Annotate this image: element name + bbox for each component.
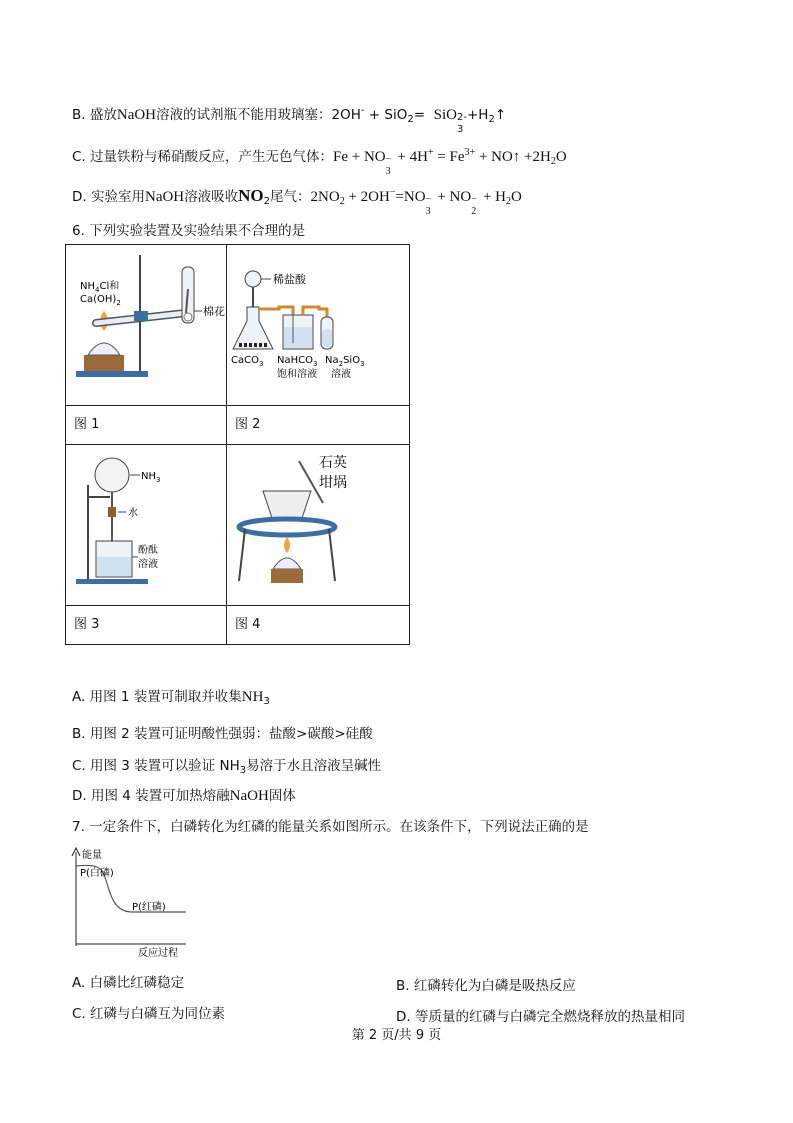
q5-d-equation bbox=[310, 187, 522, 217]
q5-b-minus: - bbox=[360, 105, 365, 116]
energy-chart bbox=[68, 846, 208, 958]
fig2-tube-1 bbox=[259, 307, 293, 315]
q5-c-eq3: = Fe bbox=[433, 149, 465, 165]
q5-d-eq4-sub: 2 bbox=[471, 206, 477, 217]
q5-d-eq5: + H bbox=[479, 189, 506, 205]
fig1-cotton-icon bbox=[184, 313, 192, 321]
page-footer: 第 2 页/共 9 页 bbox=[351, 1028, 442, 1043]
q5-d-eq1: 2NO bbox=[310, 189, 340, 205]
chart-ylabel: 能量 bbox=[82, 850, 102, 861]
q5-c-eq5: O bbox=[555, 149, 567, 165]
q5-d-eq2: + 2OH bbox=[344, 189, 390, 205]
q5-c-prefix: C. 过量铁粉与稀硝酸反应，产生无色气体： bbox=[72, 149, 334, 165]
q5-d-mid: 溶液吸收 bbox=[184, 189, 239, 205]
fig2-flask bbox=[233, 307, 273, 349]
fig2-na2sio3-label: $Na_2SiO_3$ bbox=[325, 355, 365, 368]
chart-xlabel: 反应过程 bbox=[138, 948, 178, 958]
q5-b-sio3: SiO bbox=[433, 107, 457, 123]
q5-c-equation bbox=[333, 147, 567, 177]
q5-d-eq3-sub: 3 bbox=[425, 206, 431, 217]
q6-a-nh: NH bbox=[241, 689, 264, 705]
fig4-caption: 图 4 bbox=[227, 606, 410, 645]
q5-b-eq: = bbox=[413, 107, 426, 123]
fig4-tripod-ring bbox=[239, 519, 335, 535]
fig4-flame bbox=[284, 537, 290, 553]
q7-option-b: B. 红磷转化为白磷是吸热反应 bbox=[396, 978, 576, 994]
q7-option-a: A. 白磷比红磷稳定 bbox=[72, 975, 185, 991]
q5-d-eq1-sub: 2 bbox=[339, 196, 345, 207]
fig1-lamp bbox=[88, 343, 120, 355]
q5-c-eq2: + 4H bbox=[393, 149, 428, 165]
q5-b-sio2: + SiO bbox=[364, 107, 408, 123]
fig3-water-label: 水 bbox=[128, 508, 138, 519]
q5-c-eq2-sup: + bbox=[427, 147, 434, 158]
q5-d-naoh: NaOH bbox=[144, 189, 185, 205]
fig2-acid-label: 稀盐酸 bbox=[273, 273, 306, 286]
fig2-sol-label: 溶液 bbox=[331, 369, 351, 380]
fig1-reagent-2: $Ca(OH)_2$ bbox=[80, 294, 121, 307]
q5-c-eq1-sub: 3 bbox=[385, 166, 391, 177]
q5-d-eq2-sup: − bbox=[389, 187, 396, 198]
fig2-nahco3-label: NaHCO$_3$ bbox=[277, 355, 318, 368]
fig2-funnel bbox=[245, 271, 261, 287]
q7-option-d: D. 等质量的红磷与白磷完全燃烧释放的热量相同 bbox=[396, 1009, 685, 1025]
q6-stem: 6. 下列实验装置及实验结果不合理的是 bbox=[72, 223, 306, 239]
fig2-caption: 图 2 bbox=[227, 406, 410, 445]
fig2-caco3-label: CaCO$_3$ bbox=[231, 355, 264, 368]
fig1-stand-base bbox=[76, 371, 148, 377]
q6-option-c: C. 用图 3 装置可以验证 $NH_3$易溶于水且溶液呈碱性 bbox=[72, 758, 382, 776]
fig3-phenol-label: 酚酞 bbox=[138, 545, 158, 556]
chart-series-red-phosphorus: P(红磷) bbox=[132, 902, 166, 913]
q5-b-sub2: 2 bbox=[407, 114, 414, 125]
q5-b-prefix: B. 盛放 bbox=[72, 107, 117, 123]
q7-stem: 7. 一定条件下，白磷转化为红磷的能量关系如图所示。在该条件下，下列说法正确的是 bbox=[72, 819, 589, 835]
q5-option-d bbox=[72, 184, 522, 217]
fig2-cell bbox=[227, 245, 410, 406]
q5-b-naoh: NaOH bbox=[116, 107, 157, 123]
q5-d-eq4: + NO bbox=[433, 189, 472, 205]
q6-option-a: A. 用图 1 装置可制取并收集$NH_3$ bbox=[72, 689, 270, 707]
q5-option-b bbox=[72, 102, 507, 135]
q5-c-eq1-sup: − bbox=[385, 154, 392, 165]
q5-c-eq4: + NO↑ +2H bbox=[475, 149, 551, 165]
q5-option-c bbox=[72, 144, 567, 177]
chart-series-white-phosphorus: P(白磷) bbox=[80, 868, 114, 879]
fig1-cell bbox=[66, 245, 227, 406]
q5-c-eq1: Fe + NO bbox=[333, 149, 386, 165]
q5-b-tail-sub: 2 bbox=[488, 114, 495, 125]
q5-b-sio3-sup: 2- bbox=[456, 112, 467, 123]
fig4-leg-right bbox=[329, 529, 335, 581]
q6-option-d: D. 用图 4 装置可加热熔融NaOH固体 bbox=[72, 788, 296, 804]
fig1-cotton-label: 棉花 bbox=[203, 305, 225, 318]
q5-c-eq4-sub: 2 bbox=[550, 156, 556, 167]
fig3-drawing bbox=[66, 445, 226, 601]
fig3-cell bbox=[66, 445, 227, 606]
q5-c-eq3-sup: 3+ bbox=[464, 147, 476, 158]
q5-b-mid: 溶液的试剂瓶不能用玻璃塞：2OH bbox=[156, 107, 361, 123]
q6-d-naoh: NaOH bbox=[229, 788, 269, 804]
fig1-caption: 图 1 bbox=[66, 406, 227, 445]
q5-b-sio3-sub: 3 bbox=[456, 124, 464, 135]
q5-d-eq6: O bbox=[511, 189, 522, 205]
q5-b-arrow: ↑ bbox=[494, 107, 507, 123]
fig1-block bbox=[84, 355, 124, 371]
fig1-drawing bbox=[66, 245, 226, 401]
fig4-drawing bbox=[227, 445, 409, 601]
q6-option-b: B. 用图 2 装置可证明酸性强弱：盐酸>碳酸>硅酸 bbox=[72, 726, 373, 742]
fig4-quartz-label: 石英 bbox=[319, 455, 347, 471]
q7-option-c: C. 红磷与白磷互为同位素 bbox=[72, 1006, 226, 1022]
fig4-leg-left bbox=[239, 529, 245, 581]
q5-d-eq5-sub: 2 bbox=[506, 196, 511, 207]
q5-d-prefix: D. 实验室用 bbox=[72, 189, 145, 205]
fig4-crucible-label: 坩埚 bbox=[319, 475, 347, 491]
q5-d-eq3-sup: − bbox=[425, 194, 432, 205]
fig2-drawing bbox=[227, 245, 409, 401]
figure-table bbox=[65, 244, 410, 645]
q5-d-no2: NO bbox=[238, 186, 264, 205]
fig1-reagent-1: $NH_4Cl$和 bbox=[80, 281, 120, 294]
fig3-dropper bbox=[108, 507, 116, 517]
fig3-nh3-label: $NH_3$ bbox=[141, 471, 161, 484]
fig4-lamp bbox=[273, 558, 301, 569]
fig3-caption: 图 3 bbox=[66, 606, 227, 645]
fig3-sol-label: 溶液 bbox=[138, 559, 158, 570]
fig3-stand-base bbox=[76, 579, 148, 584]
q5-d-eq3: =NO bbox=[395, 189, 426, 205]
fig3-flask bbox=[95, 458, 129, 492]
fig2-sat-label: 饱和溶液 bbox=[277, 369, 317, 380]
q5-b-tail: +H bbox=[466, 107, 489, 123]
fig4-block bbox=[271, 569, 303, 583]
fig4-cell bbox=[227, 445, 410, 606]
q5-d-eq4-sup: − bbox=[471, 194, 477, 205]
q5-d-tail: 尾气： bbox=[270, 189, 311, 205]
fig1-clamp bbox=[134, 311, 148, 321]
q5-d-no2-sub: 2 bbox=[263, 196, 271, 207]
